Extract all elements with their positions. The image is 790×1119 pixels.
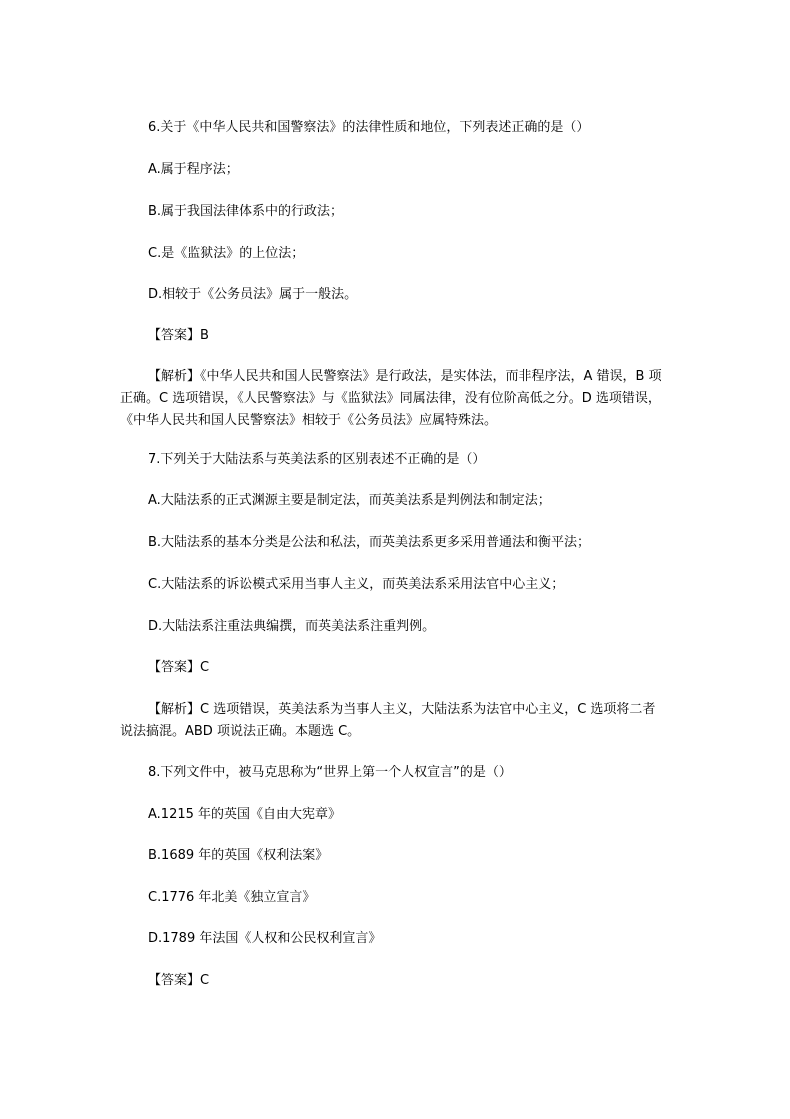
question-7-analysis: 【解析】C 选项错误，英美法系为当事人主义，大陆法系为法官中心主义，C 选项将二者说法搞混。ABD 项说法正确。本题选 C。 (120, 702, 656, 739)
question-8-option-a: A.1215 年的英国《自由大宪章》 (148, 807, 342, 822)
question-6-stem: 6.关于《中华人民共和国警察法》的法律性质和地位，下列表述正确的是（） (148, 120, 590, 135)
question-6-option-a: A.属于程序法； (148, 162, 239, 177)
question-7-option-a: A.大陆法系的正式渊源主要是制定法，而英美法系是判例法和制定法； (148, 493, 551, 508)
question-6-option-c: C.是《监狱法》的上位法； (148, 246, 305, 261)
question-7-option-b: B.大陆法系的基本分类是公法和私法，而英美法系更多采用普通法和衡平法； (148, 535, 591, 550)
question-7-answer: 【答案】C (148, 660, 210, 675)
question-8-option-c: C.1776 年北美《独立宣言》 (148, 890, 316, 905)
question-8-option-b: B.1689 年的英国《权利法案》 (148, 848, 329, 863)
question-6-option-d: D.相较于《公务员法》属于一般法。 (148, 287, 358, 302)
question-7-option-c: C.大陆法系的诉讼模式采用当事人主义，而英美法系采用法官中心主义； (148, 577, 565, 592)
question-7-option-d: D.大陆法系注重法典编撰，而英美法系注重判例。 (148, 619, 436, 634)
question-8-answer: 【答案】C (148, 973, 210, 988)
question-8-stem: 8.下列文件中，被马克思称为“世界上第一个人权宣言”的是（） (148, 765, 512, 780)
question-7-stem: 7.下列关于大陆法系与英美法系的区别表述不正确的是（） (148, 452, 486, 467)
question-8-option-d: D.1789 年法国《人权和公民权利宣言》 (148, 931, 382, 946)
question-6-analysis: 【解析】《中华人民共和国人民警察法》是行政法，是实体法，而非程序法，A 错误，B 项正确。C 选项错误，《人民警察法》与《监狱法》同属法律，没有位阶高低之分。D 选项错误，《中华人民共和国人民警察法》相较于《公务员法》应属特殊法。 (120, 369, 662, 428)
question-6-answer: 【答案】B (148, 328, 209, 343)
question-6-option-b: B.属于我国法律体系中的行政法； (148, 204, 344, 219)
